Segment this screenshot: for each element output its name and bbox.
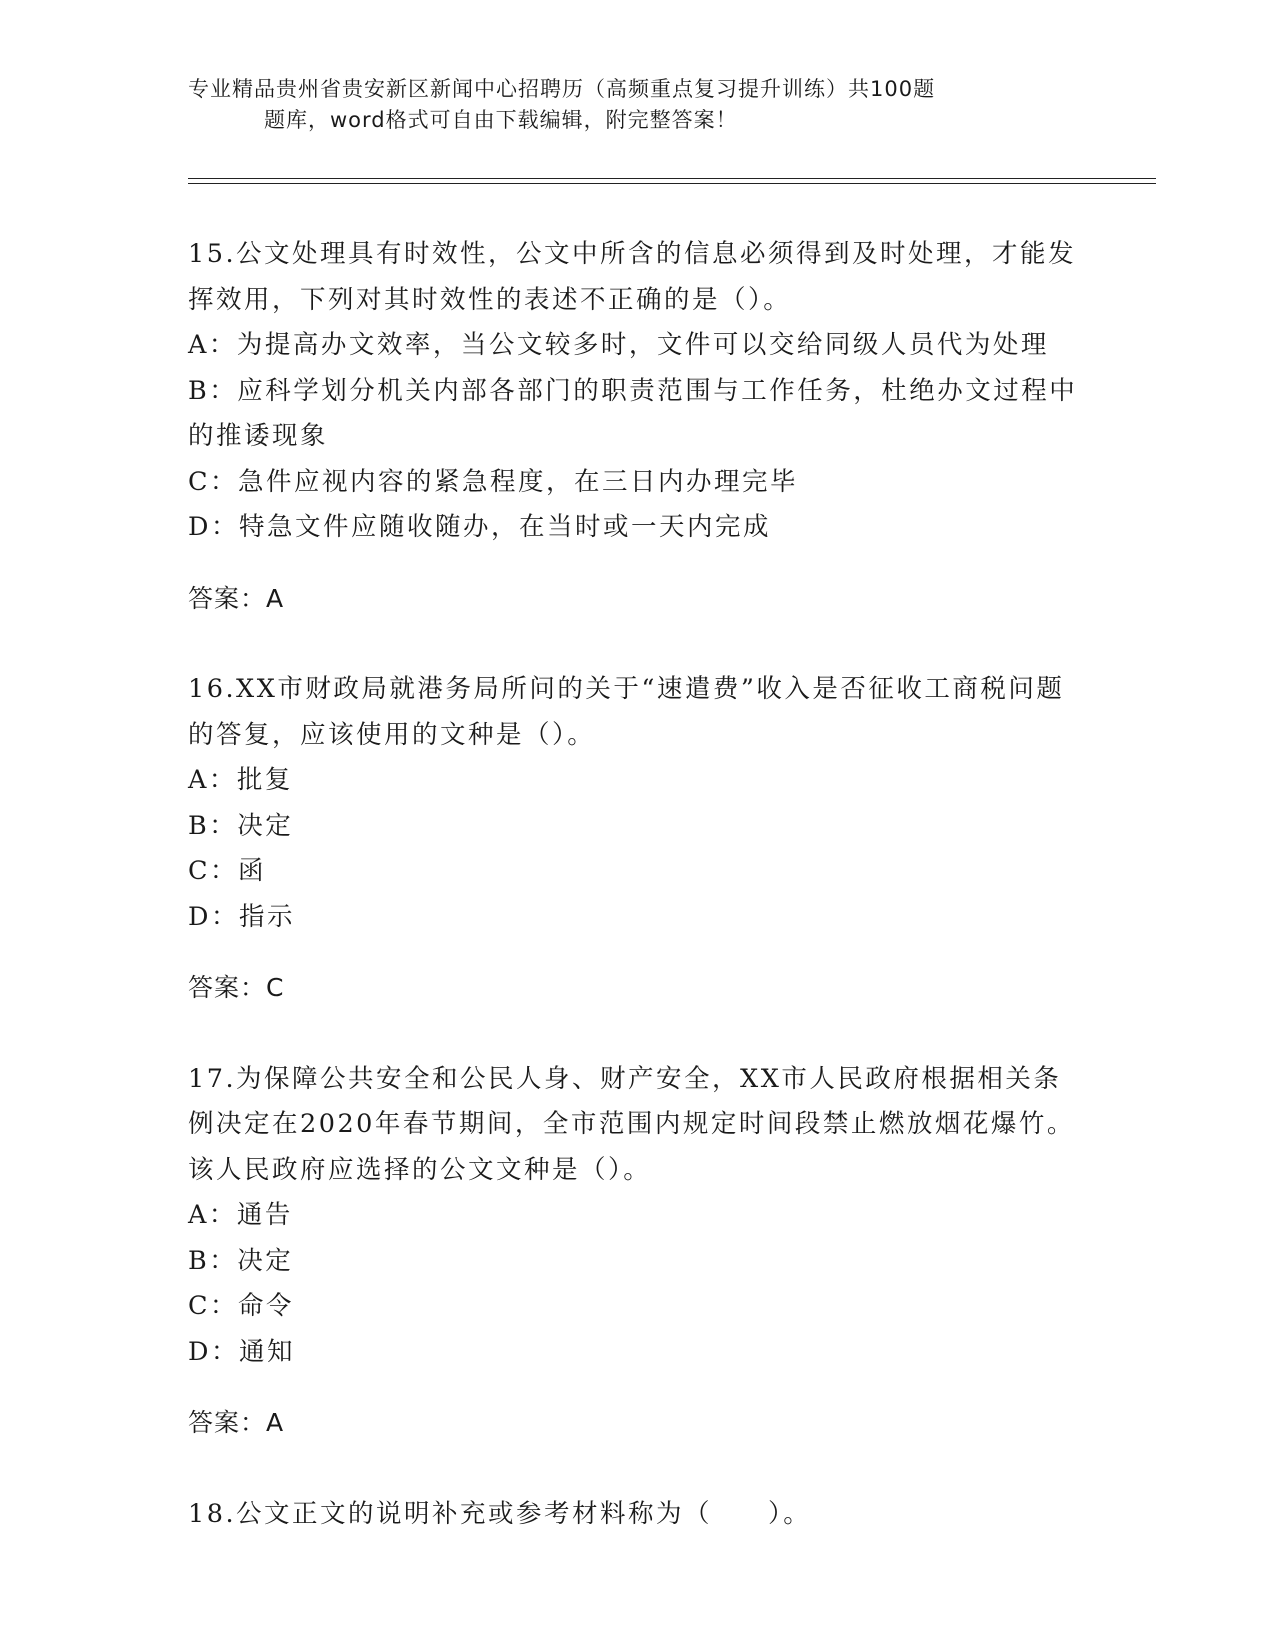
option-b: B：决定 [188,1245,294,1276]
question-18 [188,1492,1088,1538]
option-b: B：决定 [188,810,294,841]
question-list [188,232,1088,1583]
option-d: D：通知 [188,1336,295,1367]
header-title-line-1: 专业精品贵州省贵安新区新闻中心招聘历（高频重点复习提升训练）共100题 [188,77,936,101]
answer-label: 答案：A [188,1408,285,1437]
header-divider-bottom [188,183,1156,184]
answer-label: 答案：C [188,973,285,1002]
question-stem: 16.XX市财政局就港务局所问的关于“速遣费”收入是否征收工商税问题的答复，应该使用的文种是（）。 [188,674,1065,750]
header-divider-top [188,178,1156,179]
option-d: D：指示 [188,901,295,932]
question-15 [188,232,1088,621]
option-a: A：批复 [188,765,293,795]
question-stem: 15.公文处理具有时效性，公文中所含的信息必须得到及时处理，才能发挥效用，下列对其时效性的表述不正确的是（）。 [188,239,1077,315]
question-stem: 17.为保障公共安全和公民人身、财产安全，XX市人民政府根据相关条例决定在2020年春节期间，全市范围内规定时间段禁止燃放烟花爆竹。该人民政府应选择的公文文种是（）。 [188,1063,1075,1185]
option-c: C：急件应视内容的紧急程度，在三日内办理完毕 [188,466,799,497]
option-a: A：为提高办文效率，当公文较多时，文件可以交给同级人员代为处理 [188,330,1049,360]
document-header [188,74,1048,136]
question-stem: 18.公文正文的说明补充或参考材料称为（ ）。 [188,1498,812,1529]
question-17 [188,1057,1088,1446]
question-16 [188,667,1088,1011]
option-c: C：函 [188,856,267,886]
option-d: D：特急文件应随收随办，在当时或一天内完成 [188,512,771,542]
option-a: A：通告 [188,1200,293,1230]
header-title-line-2: 题库，word格式可自由下载编辑，附完整答案！ [264,108,738,132]
option-c: C：命令 [188,1291,295,1321]
option-b: B：应科学划分机关内部各部门的职责范围与工作任务，杜绝办文过程中的推诿现象 [188,375,1078,451]
answer-label: 答案：A [188,583,285,613]
